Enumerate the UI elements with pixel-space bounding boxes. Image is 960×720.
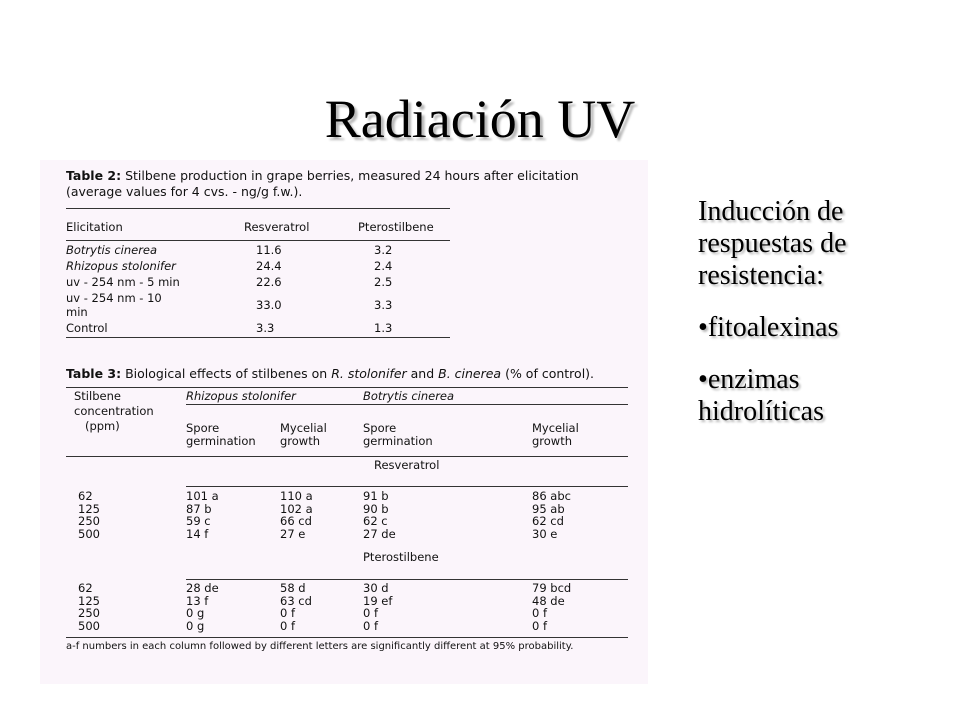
side-text-block (698, 196, 898, 428)
cell-value: 87 b (186, 501, 212, 516)
table3-section2-rule (186, 579, 628, 580)
cell-value: 27 de (363, 526, 396, 541)
table2-row-pterostilbene: 2.5 (374, 275, 393, 289)
table2-row-pterostilbene: 2.4 (374, 259, 393, 273)
table3-caption (66, 366, 594, 382)
cell-value: 14 f (186, 526, 209, 541)
table2-header-elicitation: Elicitation (66, 220, 123, 234)
cell-value: 0 f (280, 606, 296, 620)
subheader-rs-mycelial (280, 422, 327, 447)
table3-top-rule (66, 387, 628, 388)
table2-row-resveratrol: 33.0 (256, 298, 282, 312)
cell-value: 19 ef (363, 593, 393, 608)
section-resveratrol: Resveratrol (374, 458, 440, 472)
conc-value: 250 (78, 514, 100, 528)
cell-value: 101 a (186, 489, 219, 503)
cell-value: 30 e (532, 526, 558, 541)
table3-label: Table 3: (66, 366, 122, 381)
conc-column (78, 490, 100, 540)
table3-caption-species1: R. stolonifer (331, 366, 407, 381)
table2-row-resveratrol: 24.4 (256, 259, 282, 273)
table3-group-botrytis: Botrytis cinerea (363, 389, 455, 403)
cell-value: 79 bcd (532, 581, 572, 595)
table3-caption-post: (% of control). (501, 366, 595, 381)
intro-line: respuestas de (698, 228, 847, 259)
table3-group-rule (186, 404, 628, 405)
cell-value: 91 b (363, 489, 389, 503)
bullet-text: fitoalexinas (707, 312, 839, 343)
cell-value: 95 ab (532, 501, 565, 516)
cell-value: 110 a (280, 489, 313, 503)
cell-value: 90 b (363, 501, 389, 516)
table2-row-resveratrol: 3.3 (256, 321, 275, 335)
bullet-enzimas (698, 364, 898, 428)
table2-header-rule (66, 240, 450, 241)
subheader-bc-mycelial (532, 422, 579, 447)
slide-title: Radiación UV (324, 89, 636, 149)
subheader-line: Mycelial (532, 421, 579, 435)
subheader-bc-spore (363, 422, 433, 447)
table3-section1-rule (186, 486, 628, 487)
table2-row-elicitation: Botrytis cinerea (66, 243, 158, 257)
table3-caption-pre: Biological effects of stilbenes on (125, 366, 332, 381)
subheader-line: germination (186, 433, 256, 448)
cell-value: 66 cd (280, 514, 312, 528)
table3-caption-species2: B. cinerea (438, 366, 502, 381)
subheader-line: growth (280, 433, 321, 448)
table2-caption (66, 168, 579, 200)
table3-group-rhizopus: Rhizopus stolonifer (186, 389, 296, 403)
table3-footnote: a-f numbers in each column followed by different letters are significantly different at 95% probability. (66, 641, 574, 652)
cell-value: 0 f (363, 618, 379, 633)
stub-header-line: Stilbene (74, 389, 121, 403)
conc-value: 250 (78, 606, 100, 620)
cell-value: 0 f (532, 606, 548, 620)
table2-header-pterostilbene: Pterostilbene (358, 220, 434, 234)
table2-row-elicitation: uv - 254 nm - 10 (66, 291, 162, 305)
cell-value: 86 abc (532, 489, 571, 503)
resv-rs-spore-column (186, 490, 219, 540)
table2-row-elicitation: uv - 254 nm - 5 min (66, 275, 180, 289)
subheader-line: Spore (186, 421, 220, 435)
cell-value: 59 c (186, 514, 211, 528)
cell-value: 102 a (280, 501, 313, 516)
ptero-rs-spore-column (186, 582, 219, 632)
ptero-bc-mycelial-column (532, 582, 571, 632)
ptero-bc-spore-column (363, 582, 392, 632)
table2-row-pterostilbene: 3.3 (374, 298, 393, 312)
bullet-fitoalexinas (698, 312, 898, 344)
table2-bottom-rule (66, 337, 450, 338)
resv-bc-mycelial-column (532, 490, 571, 540)
conc-value: 500 (78, 618, 100, 633)
table2-label: Table 2: (66, 168, 122, 183)
table2-row-resveratrol: 11.6 (256, 243, 282, 257)
subheader-line: Spore (363, 421, 397, 435)
conc-value: 62 (78, 489, 93, 503)
stub-header-line: (ppm) (84, 419, 120, 433)
table2-row-pterostilbene: 1.3 (374, 321, 393, 335)
cell-value: 13 f (186, 593, 209, 608)
intro-line: Inducción de (698, 196, 844, 227)
conc-column (78, 582, 100, 632)
bullet-icon: • (698, 364, 708, 395)
table3-header-rule (66, 456, 628, 457)
cell-value: 0 f (532, 618, 548, 633)
table2-row-elicitation: Rhizopus stolonifer (66, 259, 176, 273)
cell-value: 28 de (186, 581, 219, 595)
side-intro (698, 196, 898, 292)
table2-top-rule (66, 208, 450, 209)
table2-header-resveratrol: Resveratrol (244, 220, 310, 234)
cell-value: 48 de (532, 593, 565, 608)
cell-value: 62 cd (532, 514, 564, 528)
bullet-text: enzimas (707, 364, 800, 395)
table2-row-elicitation-cont: min (66, 305, 88, 319)
subheader-line: Mycelial (280, 421, 327, 435)
resv-bc-spore-column (363, 490, 396, 540)
table3-bottom-rule (66, 637, 628, 638)
subheader-line: germination (363, 433, 433, 448)
stub-header-line: concentration (74, 404, 154, 418)
cell-value: 30 d (363, 581, 389, 595)
conc-value: 62 (78, 581, 93, 595)
bullet-text-cont: hidrolíticas (698, 396, 824, 427)
conc-value: 125 (78, 593, 100, 608)
section-pterostilbene: Pterostilbene (363, 550, 439, 564)
intro-line: resistencia: (698, 260, 824, 291)
cell-value: 58 d (280, 581, 306, 595)
resv-rs-mycelial-column (280, 490, 313, 540)
bullet-icon: • (698, 312, 708, 343)
cell-value: 27 e (280, 526, 306, 541)
table2-caption-line2: (average values for 4 cvs. - ng/g f.w.). (66, 184, 303, 199)
conc-value: 125 (78, 501, 100, 516)
cell-value: 62 c (363, 514, 388, 528)
scanned-tables-image (40, 160, 648, 684)
ptero-rs-mycelial-column (280, 582, 312, 632)
table2-row-resveratrol: 22.6 (256, 275, 282, 289)
subheader-rs-spore (186, 422, 256, 447)
cell-value: 0 f (280, 618, 296, 633)
table2-caption-line1: Stilbene production in grape berries, measured 24 hours after elicitation (125, 168, 579, 183)
cell-value: 0 g (186, 618, 205, 633)
table3-caption-mid: and (406, 366, 439, 381)
table2-row-pterostilbene: 3.2 (374, 243, 393, 257)
conc-value: 500 (78, 526, 100, 541)
subheader-line: growth (532, 433, 573, 448)
cell-value: 0 g (186, 606, 205, 620)
table2-row-elicitation: Control (66, 321, 108, 335)
cell-value: 63 cd (280, 593, 312, 608)
cell-value: 0 f (363, 606, 379, 620)
table3-stub-header (74, 389, 154, 434)
